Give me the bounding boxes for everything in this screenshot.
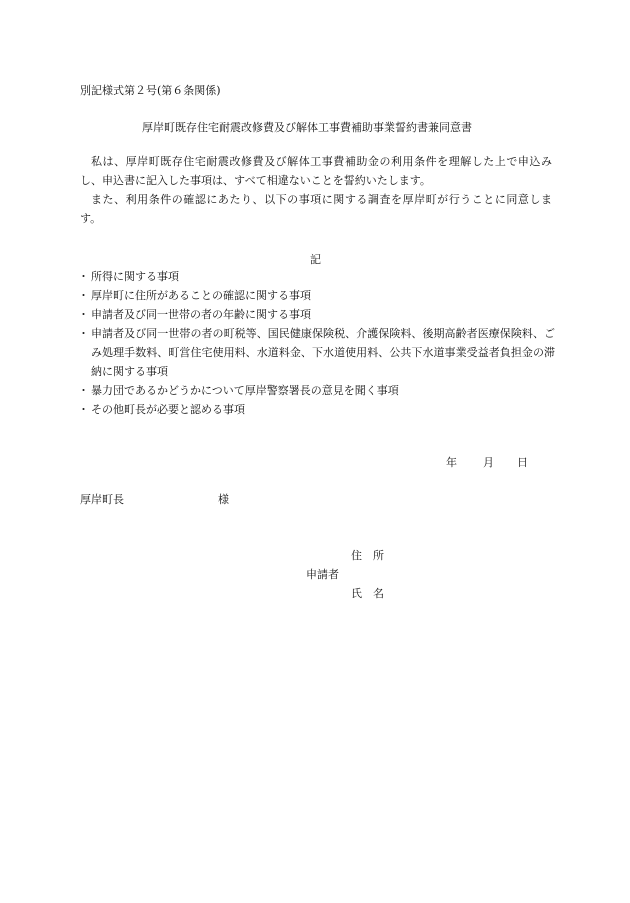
list-item: ・ 暴力団であるかどうかについて厚岸警察署長の意見を聞く事項 — [80, 381, 555, 400]
list-item: ・ 申請者及び同一世帯の者の年齢に関する事項 — [80, 305, 555, 324]
list-item: ・ 所得に関する事項 — [80, 267, 555, 286]
consent-items-list — [80, 267, 555, 419]
date-year-label: 年 — [446, 456, 457, 469]
name-label: 氏名 — [351, 587, 395, 600]
date-month-label: 月 — [483, 456, 494, 469]
document-title: 厚岸町既存住宅耐震改修費及び解体工事費補助事業誓約書兼同意書 — [142, 121, 472, 134]
consent-paragraph: また、利用条件の確認にあたり、以下の事項に関する調査を厚岸町が行うことに同意します。 — [80, 193, 552, 225]
address-label: 住所 — [351, 549, 395, 562]
honorific: 様 — [218, 493, 229, 506]
list-item: ・ 厚岸町に住所があることの確認に関する事項 — [80, 286, 555, 305]
addressee: 厚岸町長 — [80, 493, 124, 506]
form-number: 別記様式第２号(第６条関係) — [80, 84, 221, 97]
date-day-label: 日 — [517, 456, 528, 469]
ki-heading: 記 — [310, 253, 321, 266]
applicant-label: 申請者 — [306, 568, 339, 581]
pledge-paragraph: 私は、厚岸町既存住宅耐震改修費及び解体工事費補助金の利用条件を理解した上で申込みし、申込書に記入した事項は、すべて相違ないことを誓約いたします。 — [80, 155, 552, 187]
list-item: ・ 申請者及び同一世帯の者の町税等、国民健康保険税、介護保険料、後期高齢者医療保険料、ごみ処理手数料、町営住宅使用料、水道料金、下水道使用料、公共下水道事業受益者負担金の滞納に関する事項 — [80, 324, 555, 381]
list-item: ・ その他町長が必要と認める事項 — [80, 400, 555, 419]
